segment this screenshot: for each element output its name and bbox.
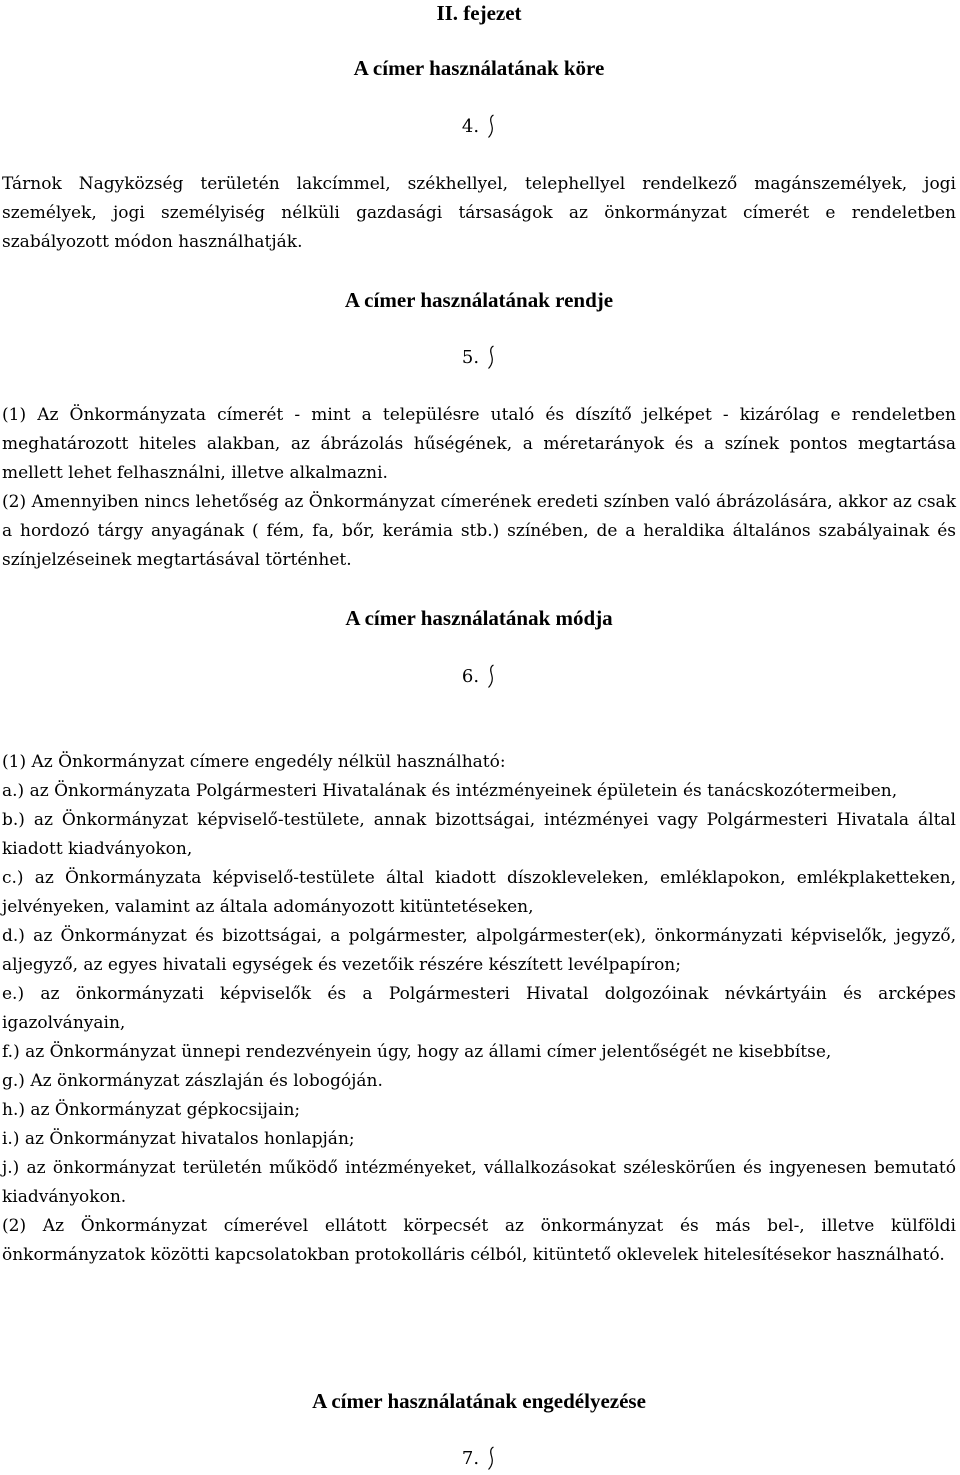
list-item: j.) az önkormányzat területén működő intézményeket, vállalkozásokat széleskörűen és ingyenesen bemutató kiadványokon. bbox=[2, 1158, 956, 1207]
list-item: f.) az Önkormányzat ünnepi rendezvényein úgy, hogy az állami címer jelentőségét ne kisebbítse, bbox=[2, 1042, 832, 1062]
body-paragraph: Tárnok Nagyközség területén lakcímmel, székhellyel, telephellyel rendelkező magánszemélyek, jogi személyek, jogi személyiség nélküli gazdasági társaságok az önkormányzat címerét e rendeletben szabályozott módon használhatják. bbox=[2, 174, 956, 252]
section-sign-icon bbox=[487, 114, 496, 138]
list-item: b.) az Önkormányzat képviselő-testülete, annak bizottságai, intézményei vagy Polgármesteri Hivatala által kiadott kiadványokon, bbox=[2, 810, 956, 859]
list-item: c.) az Önkormányzata képviselő-testülete által kiadott díszokleveleken, emléklapokon, emlékplaketteken, jelvényeken, valamint az általa adományozott kitüntetéseken, bbox=[2, 868, 956, 917]
paragraph-number-label: 6. bbox=[461, 666, 480, 687]
section-sign-icon bbox=[487, 345, 496, 369]
paragraph-number-label: 5. bbox=[461, 347, 480, 368]
section-body-4 bbox=[2, 170, 956, 257]
list-item: i.) az Önkormányzat hivatalos honlapján; bbox=[2, 1129, 355, 1149]
paragraph-number-label: 7. bbox=[461, 1448, 480, 1469]
section-heading-7: A címer használatának engedélyezése bbox=[312, 1389, 646, 1413]
body-paragraph: (1) Az Önkormányzata címerét - mint a településre utaló és díszítő jelképet - kizárólag e rendeletben meghatározott hiteles alakban, az ábrázolás hűségének, a méretarányok és a színek pontos megtartása mellett lehet felhasználni, illetve alkalmazni. bbox=[2, 405, 956, 483]
paragraph-number-6 bbox=[2, 664, 956, 690]
section-sign-icon bbox=[487, 1446, 496, 1470]
list-item: d.) az Önkormányzat és bizottságai, a polgármester, alpolgármester(ek), önkormányzati képviselők, jegyző, aljegyző, az egyes hivatali egységek és vezetőik részére készített levélpapíron; bbox=[2, 926, 956, 975]
paragraph-number-5 bbox=[2, 345, 956, 371]
section-heading-5: A címer használatának rendje bbox=[344, 288, 614, 312]
list-item: h.) az Önkormányzat gépkocsijain; bbox=[2, 1100, 301, 1120]
chapter-title: II. fejezet bbox=[436, 1, 522, 25]
list-item: e.) az önkormányzati képviselők és a Polgármesteri Hivatal dolgozóinak névkártyáin és arcképes igazolványain, bbox=[2, 984, 956, 1033]
paragraph-number-4 bbox=[2, 114, 956, 140]
paragraph-number-7 bbox=[2, 1446, 956, 1472]
section-sign-icon bbox=[487, 664, 496, 688]
body-paragraph: (2) Amennyiben nincs lehetőség az Önkormányzat címerének eredeti színben való ábrázolására, akkor az csak a hordozó tárgy anyagának ( fém, fa, bőr, kerámia stb.) színében, de a heraldika általános szabályainak és színjelzéseinek megtartásával történhet. bbox=[2, 492, 956, 570]
section-heading-4: A címer használatának köre bbox=[353, 56, 605, 80]
paragraph-number-label: 4. bbox=[461, 116, 480, 137]
section-body-6 bbox=[2, 748, 956, 1270]
body-paragraph: (2) Az Önkormányzat címerével ellátott körpecsét az önkormányzat és más bel-, illetve külföldi önkormányzatok közötti kapcsolatokban protokolláris célból, kitüntető oklevelek hitelesítésekor használható. bbox=[2, 1216, 956, 1265]
list-intro: (1) Az Önkormányzat címere engedély nélkül használható: bbox=[2, 752, 506, 772]
section-body-5 bbox=[2, 401, 956, 575]
section-heading-6: A címer használatának módja bbox=[345, 606, 613, 630]
list-item: a.) az Önkormányzata Polgármesteri Hivatalának és intézményeinek épületein és tanácskozótermeiben, bbox=[2, 781, 898, 801]
list-item: g.) Az önkormányzat zászlaján és lobogóján. bbox=[2, 1071, 383, 1091]
